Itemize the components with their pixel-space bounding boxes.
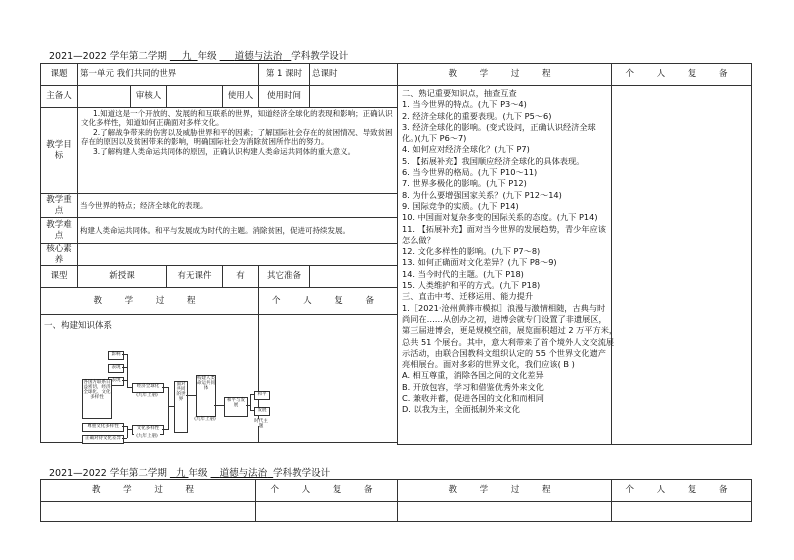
section-build-knowledge: 一、构建知识体系 [44, 321, 113, 332]
topic-label: 课题 [41, 64, 78, 86]
list-item: 二、熟记重要知识点，抽查互查 [402, 88, 517, 98]
list-item: 5. 【拓展补充】我国顺应经济全球化的具体表现。 [402, 155, 585, 166]
difficulty-label: 教学难点 [41, 218, 78, 244]
user-label: 使用人 [223, 86, 259, 108]
topic-value: 第一单元 我们共同的世界 [78, 64, 259, 86]
node-development: 发展 [254, 407, 270, 416]
list-item: 8. 为什么要增强国家关系？(九下 P12～14) [402, 189, 562, 200]
footer-year-term: 2021—2022 学年第二学期 [49, 468, 167, 479]
goal-2: 2.了解战争带来的伤害以及威胁世界和平的因素；了解国际社会存在的贫困情况、导致贫困存在的原因以及贫困带来的影响，明确国际社会为消除贫困所作出的努力。 [81, 127, 393, 147]
footer-grade: 九 [175, 468, 186, 479]
node-peace-development: 和平与发展 [224, 397, 248, 417]
list-item: 4. 如何应对经济全球化？(九下 P7) [402, 144, 530, 155]
page2-table [40, 479, 752, 522]
list-item: 10. 中国面对复杂多变的国际关系的态度。(九下 P14) [402, 212, 598, 223]
header-subject: 道德与法治 [234, 51, 283, 62]
goals-label: 教学目标 [41, 108, 78, 194]
host-label: 主备人 [41, 86, 78, 108]
core-literacy-label: 核心素养 [41, 244, 78, 266]
list-item: C. 兼收并蓄，促进各国的文化和而相同 [402, 393, 544, 404]
class-type-label: 课型 [41, 266, 78, 288]
list-item: 9. 国际竞争的实质。(九下 P14) [402, 200, 519, 211]
node-influence: 影响 [108, 351, 124, 360]
node-volume-1: (九年上册) [134, 393, 160, 399]
list-item: 总共 51 个展台。其中，意大利带来了首个境外人文交流展 [402, 336, 615, 347]
list-item: 化。)(九下 P6～7) [402, 133, 467, 144]
footer-subject: 道德与法治 [219, 468, 268, 479]
node-performance-2: 表现 [108, 377, 124, 386]
other-prep-value [310, 266, 398, 288]
page-header-2 [49, 465, 330, 479]
node-volume-3: (九年上册) [194, 417, 216, 422]
node-peace: 和平 [254, 391, 270, 400]
list-item: 13. 如何正确面对文化差异？(九下 P8～9) [402, 257, 557, 268]
courseware-value: 有 [223, 266, 259, 288]
goals-cell [78, 108, 398, 194]
header-year-term: 2021—2022 学年第二学期 [49, 51, 167, 62]
right-process-header: 教 学 过 程 [398, 64, 612, 86]
list-item: 7. 世界多极化的影响。(九下 P12) [402, 178, 527, 189]
list-item: D. 以我为主，全面抵制外来文化 [402, 404, 520, 415]
class-type-value: 新授课 [78, 266, 167, 288]
list-item: 15. 人类维护和平的方式。(九下 P18) [402, 280, 541, 291]
node-global-links: 各国方联系日益密切，经济全球化、文化多样性 [82, 379, 112, 419]
node-era-theme: 时代主题 [254, 419, 268, 429]
list-item: 3. 经济全球化的影响。(变式设问，正确认识经济全球 [402, 121, 596, 132]
list-item: 11. 【拓展补充】面对当今世界的发展趋势，青少年应该 [402, 223, 606, 234]
goal-1: 1.知道这是一个开放的、发展的和互联系的世界，知道经济全球化的表现和影响；正确认识文化多样性，知道如何正确面对多样文化。 [81, 109, 393, 128]
total-periods-label: 总课时 [310, 64, 398, 86]
period-value: 第 1 课时 [259, 64, 310, 86]
list-item: 亮相展台。面对多彩的世界文化，我们应该( B ) [402, 359, 575, 370]
right-process-table [397, 63, 752, 445]
list-item: 怎么做？ [402, 234, 435, 245]
list-item: 1.［2021·沧州黄骅市模拟］浪漫与激情相随，古典与时 [402, 302, 606, 313]
process-header: 教 学 过 程 [41, 288, 259, 315]
node-performance: 表现 [108, 364, 124, 373]
header-grade: 九 [182, 51, 192, 62]
footer-grade-label: 年级 [188, 468, 208, 479]
list-item: 尚同在……从创办之初，进博会就专门设置了非遗展区， [402, 313, 607, 324]
list-item: A. 相互尊重，消除各国之间的文化差异 [402, 370, 544, 381]
footer-doc-type: 学科教学设计 [273, 468, 331, 479]
other-prep-label: 其它准备 [259, 266, 310, 288]
node-community-future: 构建人类命运共同体 [196, 375, 216, 417]
courseware-label: 有无课件 [167, 266, 223, 288]
key-points-value: 当今世界的特点；经济全球化的表现。 [78, 194, 398, 218]
key-points-label: 教学重点 [41, 194, 78, 218]
difficulty-value: 构建人类命运共同体。和平与发展成为时代的主题。消除贫困，促进可持续发展。 [78, 218, 398, 244]
page2-process-header-right: 教 学 过 程 [398, 480, 612, 502]
node-cultural-diversity: 文化多样性 [132, 425, 164, 435]
page-header [49, 48, 348, 62]
list-item: B. 开放包容，学习和借鉴优秀外来文化 [402, 381, 544, 392]
list-item: 1. 当今世界的特点。(九下 P3～4) [402, 99, 527, 110]
list-item: 示活动，由联合国教科文组织认定的 55 个世界文化遗产 [402, 347, 606, 358]
node-common-world: 面对共同的世界 [174, 381, 188, 433]
node-face-differences: 正确对待文化差异 [82, 435, 124, 444]
node-respect-diversity: 尊重文化多样性 [82, 423, 124, 432]
list-item: 6. 当今世界的格局。(九下 P10～11) [402, 167, 538, 178]
list-item: 三、直击中考、迁移运用、能力提升 [402, 291, 534, 302]
page2-process-header-left: 教 学 过 程 [41, 480, 256, 502]
right-review-header: 个 人 复 备 [612, 64, 752, 86]
node-volume-2: (九年上册) [134, 434, 160, 440]
use-time-label: 使用时间 [259, 86, 310, 108]
list-item: 14. 当今时代的主题。(九下 P18) [402, 268, 524, 279]
list-item: 12. 文化多样性的影响。(九下 P7～8) [402, 246, 541, 257]
goal-3: 3.了解构建人类命运共同体的原因，正确认识构建人类命运共同体的重大意义。 [93, 146, 356, 156]
header-doc-type: 学科教学设计 [291, 51, 349, 62]
knowledge-mindmap [78, 345, 278, 445]
page2-review-header-left: 个 人 复 备 [256, 480, 398, 502]
header-grade-label: 年级 [197, 51, 217, 62]
list-item: 2. 经济全球化的重要表现。(九下 P5～6) [402, 110, 552, 121]
reviewer-label: 审核人 [131, 86, 167, 108]
review-points-cell [398, 86, 618, 445]
core-literacy-value [78, 244, 398, 266]
page2-review-header-right: 个 人 复 备 [612, 480, 752, 502]
review-header: 个 人 复 备 [259, 288, 398, 315]
list-item: 第三届进博会，更是规模空前，展览面积超过 2 万平方米， [402, 325, 618, 336]
node-economic-globalization: 经济全球化 [132, 383, 164, 393]
